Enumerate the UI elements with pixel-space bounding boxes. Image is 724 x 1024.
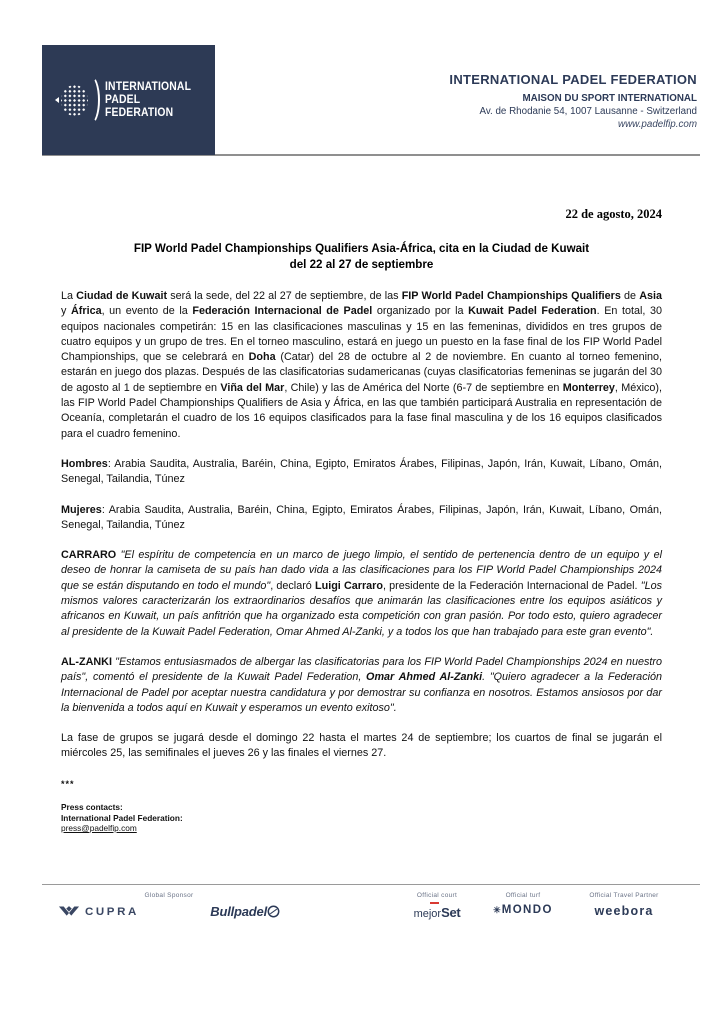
sponsor-block-court [394,892,480,922]
letterhead [449,72,697,131]
body-paragraph-intro: La Ciudad de Kuwait será la sede, del 22 al 27 de septiembre, de las FIP World Padel Championships Qualifiers de Asia y África, un evento de la Federación Internacional de Padel organizado por la Kuwait Padel Federation. En total, 30 equipos nacionales competirán: 15 en las clasificaciones masculinas y 15 en las femeninas, divididos en tres grupos de cuatro equipos y un grupo de tres. En el torneo masculino, estará en juego un puesto en la fase final de los FIP World Padel Championships, que se celebrará en Doha (Catar) del 28 de octubre al 2 de noviembre. En cuanto al torneo femenino, estarán en juego dos plazas. Después de las clasificatorias sudamericanas (cuyas clasificatorias femeninas se jugarán del 30 de agosto al 1 de septiembre en Viña del Mar, Chile) y las de América del Norte (6-7 de septiembre en Monterrey, México), las FIP World Padel Championships Qualifiers de Asia y África, en las que también participará Australia en representación de Oceanía, completarán el cuadro de los 16 equipos clasificados para la fase final masculina y de los 16 equipos clasificados para el cuadro femenino. [61,290,662,440]
body-paragraph-schedule: La fase de grupos se jugará desde el domingo 22 hasta el martes 24 de septiembre; los cuartos de final se jugarán el miércoles 25, las semifinales el jueves 26 y las finales el viernes 27. [61,732,662,760]
mondo-star-icon: ✳ [493,904,501,915]
cupra-wordmark: CUPRA [85,905,139,918]
logo-line: PADEL [105,93,141,106]
letterhead-address-line1: MAISON DU SPORT INTERNATIONAL [522,93,697,104]
ipf-logo [42,45,215,155]
padel-ball-icon [267,905,280,918]
weebora-wordmark: weebora [594,904,654,918]
mejorset-wordmark-part1: mejor [413,908,442,920]
body-paragraph-mujeres: Mujeres: Arabia Saudita, Australia, Baréin, China, Egipto, Emiratos Árabes, Filipinas, Japón, Irán, Kuwait, Líbano, Omán, Senegal, Tailandia, Túnez [61,503,662,531]
mejorset-red-accent [430,902,439,904]
letterhead-website: www.padelfip.com [618,119,697,130]
sponsor-block-global [58,892,280,919]
title-line-2: del 22 al 27 de septiembre [289,257,434,271]
end-separator: *** [61,778,75,789]
body-paragraph-alzanki-quote: AL-ZANKI "Estamos entusiasmados de albergar las clasificatorias para los FIP World Padel Championships 2024 en nuestro país", comentó el presidente de la Kuwait Padel Federation, Omar Ahmed Al-Zanki. "Quiero agradecer a la Federación Internacional de Padel por aceptar nuestra candidatura y por demostrar su confianza en nosotros. Estamos ansiosos por dar la bienvenida a todos aquí en Kuwait y esperamos un evento exitoso". [61,655,662,714]
ipf-ball-racket-icon [55,75,100,125]
sponsor-label-travel: Official Travel Partner [589,892,659,899]
letterhead-address-line2: Av. de Rhodanie 54, 1007 Lausanne - Switzerland [479,106,697,117]
body-paragraph-hombres: Hombres: Arabia Saudita, Australia, Baréin, China, Egipto, Emiratos Árabes, Filipinas, Japón, Irán, Kuwait, Líbano, Omán, Senegal, Tailandia, Túnez [61,457,662,486]
sponsor-label-court: Official court [416,892,458,899]
arrow-left-icon [55,97,59,103]
sponsor-block-turf [480,892,566,916]
press-contacts-label: Press contacts: [61,802,123,813]
sponsor-label-global: Global Sponsor [144,892,194,899]
cupra-emblem-icon [58,905,80,918]
press-contacts-org: International Padel Federation: [61,812,183,823]
weebora-logo [570,904,678,918]
letterhead-org-name: INTERNATIONAL PADEL FEDERATION [449,72,697,87]
mejorset-logo [414,905,461,920]
sponsor-block-travel [570,892,678,918]
document-title [61,241,662,272]
bullpadel-wordmark: Bullpadel [210,904,267,919]
mondo-wordmark: MONDO [501,904,553,916]
mondo-logo [480,904,566,916]
mejorset-wordmark-part2: Set [441,905,461,920]
cupra-logo [58,905,139,918]
document-body [61,289,662,834]
press-contacts-block [61,802,662,834]
body-paragraph-carraro-quote: CARRARO "El espíritu de competencia en un marco de juego limpio, el sentido de pertenencia dentro de un equipo y el deseo de honrar la camiseta de su país han dado vida a las clasificaciones para los FIP World Padel Championships 2024 que se están disputando en todo el mundo", declaró Luigi Carraro, presidente de la Federación Internacional de Padel. "Los mismos valores caracterizarán los extraordinarios desafíos que animarán las clasificaciones entre los equipos asiáticos y africanos en Kuwait, un país anfitrión que ha organizado esta competición con gran pasión. Por todo esto, quiero agradecer al presidente de la Kuwait Padel Federation, Omar Ahmed Al-Zanki, y a todos los que han trabajado para este gran evento". [61,549,662,638]
document-date: 22 de agosto, 2024 [565,207,662,221]
racket-arc-icon [81,75,100,125]
logo-line: FEDERATION [105,106,174,119]
sponsor-label-turf: Official turf [505,892,541,899]
sponsors-footer [42,884,700,945]
bullpadel-logo [210,904,280,919]
ipf-logo-wordmark [105,81,191,120]
title-line-1: FIP World Padel Championships Qualifiers Asia-África, cita en la Ciudad de Kuwait [133,242,590,255]
press-contact-email-link[interactable]: press@padelfip.com [61,823,137,834]
logo-line: INTERNATIONAL [105,80,192,93]
